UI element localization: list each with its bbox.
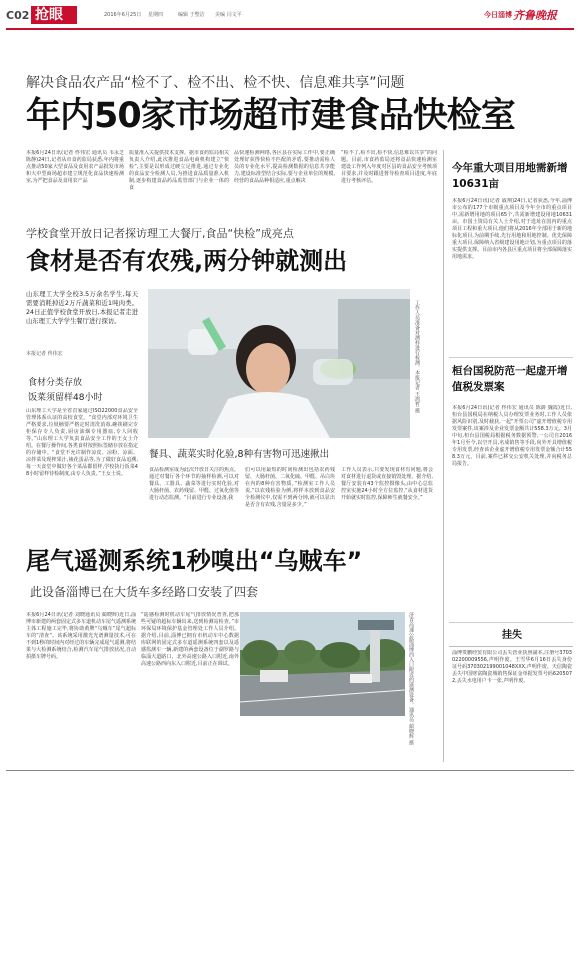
tail-headline: 尾气遥测系统1秒嗅出“乌贼车” [26,547,363,575]
notice-body: 淄博贵鹏经贸有限公司丢失营业执照副本,注册号370302200009556,声明作废。王雪华6月16日丢失身份证号码370302199001048XXX,声明作废。天信陶瓷丢失中国财富陶瓷城销售保证金单据发票号码6205072,丢失水电用户卡一张,声明作废。 [452,650,572,684]
page-bottom-rule [6,770,574,771]
inner-title-2: 饭菜须留样48小时 [28,393,103,403]
sub-body-2: 们可以用最短的时间检测出包括农药残留、大肠杆菌、二氧化硫、甲醛、吊白块在内的8种有害物质。”检测室工作人员说,“以农残检验为例,将样本放到食品安全检测仪中,仅需不到两分钟,就可以显出是否含有农残,含量是多少。” [245,467,335,508]
side1-body: 本报6月24日讯(记者 戚翔)24日,记者获悉,今年,淄博市公布的177个市级重点项目及今年全市的重点项目中,需新增用地的项目65个,共需新增建设用地10631亩。市国土资局有关人士介绍,对于选址在国内的重点项目工程和重大项目,他们将从2016年全部用于新的地标化项目,为前期手续,先行用地和用地控制。优先保障重大项目,保障纳入省级建设用地计划,为重点项目的落实提供支撑。目前市内各县区重点项目将全部保障落实用地需求。 [452,198,572,260]
sub-body-1: 食品检测室成为此次开放日关注的焦点。通过对餐厅各个环节的抽样检测,可以对餐具、工器具、蔬菜等进行实时化验,对大肠杆菌、农药残留、甲醛、过氧化值等进行动态监测。“目前进行专业设备,我 [149,467,239,501]
lab-photo [148,289,410,438]
notice-title-rule [449,646,573,647]
main-headline: 年内50家市场超市建食品快检室 [26,96,515,136]
issue-weekday: 星期四 [148,12,164,18]
issue-date: 2016年6月25日 [104,12,142,18]
page-header [0,0,580,30]
right-column-rule [443,150,444,762]
side1-headline: 今年重大项目用地需新增10631亩 [452,162,568,190]
inner-title-1: 食材分类存放 [28,378,83,388]
notice-title: 挂失 [502,630,522,641]
main-col-1: 本报6月24日讯(记者 佟伟宏 通讯员 韦永芝 陈静)24日,记者从市食药监局获悉,年内将重点推动50家大型食品及食用农产品批发市场和大中型商场超市建立规范化食品快速检测室,为严把食品及食用农产品 [26,150,124,184]
main-kicker: 解决食品农产品“检不了、检不出、检不快、信息难共享”问题 [26,75,405,91]
section-title: 抢眼 [35,7,63,23]
tail-col-2: “遥感检测时机动车尾气排放情况普查,把那些可疑的超标车辆出来,送到检测站检查。”市环保局环境保护基金管理处工作人员介绍。据介绍,目前,淄博已拥有市机动车中心数据库联网的固定式多车道遥测系统四套以及遥感监测车一辆,新建的两套设备位于湖罗路与临淄大道路口、北外高速公路入口附近,南外高速公路西向东入口附近,目前正在调试。 [141,612,239,667]
brand-logo: 齐鲁晚报 [513,9,557,22]
brand-small: 今日淄博 [484,11,512,19]
main-col-3: 品快速检测网络,各区县在实际工作中,要正确处理好获得快检不匹配的矛盾,要推动需检人员的专业化水平,提高检测数据的信息共享能力,建设标准型结合实际,要与企业单位的规模,经营的食品品种相适应,重点解决 [234,150,335,184]
road-photo-caption: 济青高速公路淄博西入口附近的遥测设备。通讯员 蔺晓辉 摄 [408,612,414,746]
tail-subhead: 此设备淄博已在大货车多经路口安装了四套 [30,585,259,599]
sub-headline: 食材是否有农残,两分钟就测出 [26,247,348,275]
sub-body-3: 工作人员表示,只要发现食材有问题,将会对食材进行退货或直接销毁处理。据介绍,餐厅安装有43个监控摄像头,由中心总监控室实施24小时全方位监控,“从食材进货开始就实时监控,保障师生就餐安全。” [341,467,433,501]
side2-body: 本报6月24日讯(记者 佟伟宏 通讯员 陈爵 魏霞)近日,桓台县国税局在纳税人员办理发票业务时,工作人员依据风险识别,及时截获,一起“开票公司”虚开增值税专用发票案件,该案涉及企业发票金额共计558.3万元。3月中旬,桓台县国税局根据税务数据预警,一公司自2016年1月至今,以空开具,名成销售等手段,向外开具增值税专用发票,经查该企业虚开增值税专用发票金额合计558.3万元。目前,案件已移交公安机关处理,并向税务总局报告。 [452,405,572,467]
editor-credit: 编辑 于整洁 [178,12,205,18]
side-divider-2 [449,622,573,623]
side2-headline: 桓台国税防范一起虚开增值税发票案 [452,365,568,393]
side-divider-1 [449,357,573,358]
sub-kicker: 学校食堂开放日记者探访理工大餐厅,食品“快检”成亮点 [26,227,294,240]
sub-lead: 山东理工大学全校3.5万余名学生,每天需要消耗掉近2万斤蔬菜和近1吨肉类。24日正值学校食堂开放日,本报记者走进山东理工大学学生餐厅进行探访。 [26,291,138,325]
tail-col-1: 本报6月24日讯(记者 刘晓通讯员 蔺晓辉)近日,淄博市新建的两套固定式多车道机动车尾气遥测系统主体工程施工完毕,将协助黄牌“乌贼车”尾气超标车的“清查”。该系统采用激光光谱测量技术,可在不到1秒的时间内对经过的车辆完成尾气遥测,将结果与大检测系统结合,检测汽车尾气排放状况,自动拍摄车牌号码。 [26,612,136,660]
lab-photo-caption: 工作人员准备对测样进行检测。本报记者 王鸿哲 摄 [414,300,420,414]
header-rule [6,28,574,30]
designer-credit: 美编 闫文平 [215,12,242,18]
sub-left-body: 山东理工大学是全省首家通过ISO22000食品安全管理体系认证的高校食堂。“食堂内部对环境卫生严格要求,垃圾桶要严格定时清洗消毒,碗筷刷完专柜保存专人负责,厨房油烟专用器皿,专人回收等。”山东理工大学负责食品安全工作的王女士介绍。在餐厅操作间,各类食材按照标签储存放在指定的存储中。“食堂不允许制作凉皮、凉粉、凉面、凉拌菜及现榨果汁,裱花蛋品等,为了做好食品追溯,每一天食堂中做好各个菜品都留样,学校执行饭菜48小时留样待检制度,由专人负责。”王女士说。 [26,408,138,477]
main-col-4: “检不了,检不出,检不快,信息难以共享”的问题。目前,市食药监局还将食品快速检测室建设工作列入年度对区县的食品安全考核项目要求,并及时跟进督导检查项目进度,年底进行考核评估。 [341,150,437,184]
road-photo [240,612,405,716]
main-col-2: 质量准入关提供技术支撑。据市食药监局相关负责人介绍,此次推进食品电商机构建立“快检”,主要是以形成过硬立足推进,通过专业化的食品安全检测人员,为推进食品质量准入机制,逐步构建食品药品监管部门与企业一体的食 [129,150,229,191]
sub-byline: 本报记者 佟伟宏 [26,351,63,357]
page-code: C02 [6,9,30,22]
sub-section-heading: 餐具、蔬菜实时化验,8种有害物可迅速揪出 [149,449,330,460]
